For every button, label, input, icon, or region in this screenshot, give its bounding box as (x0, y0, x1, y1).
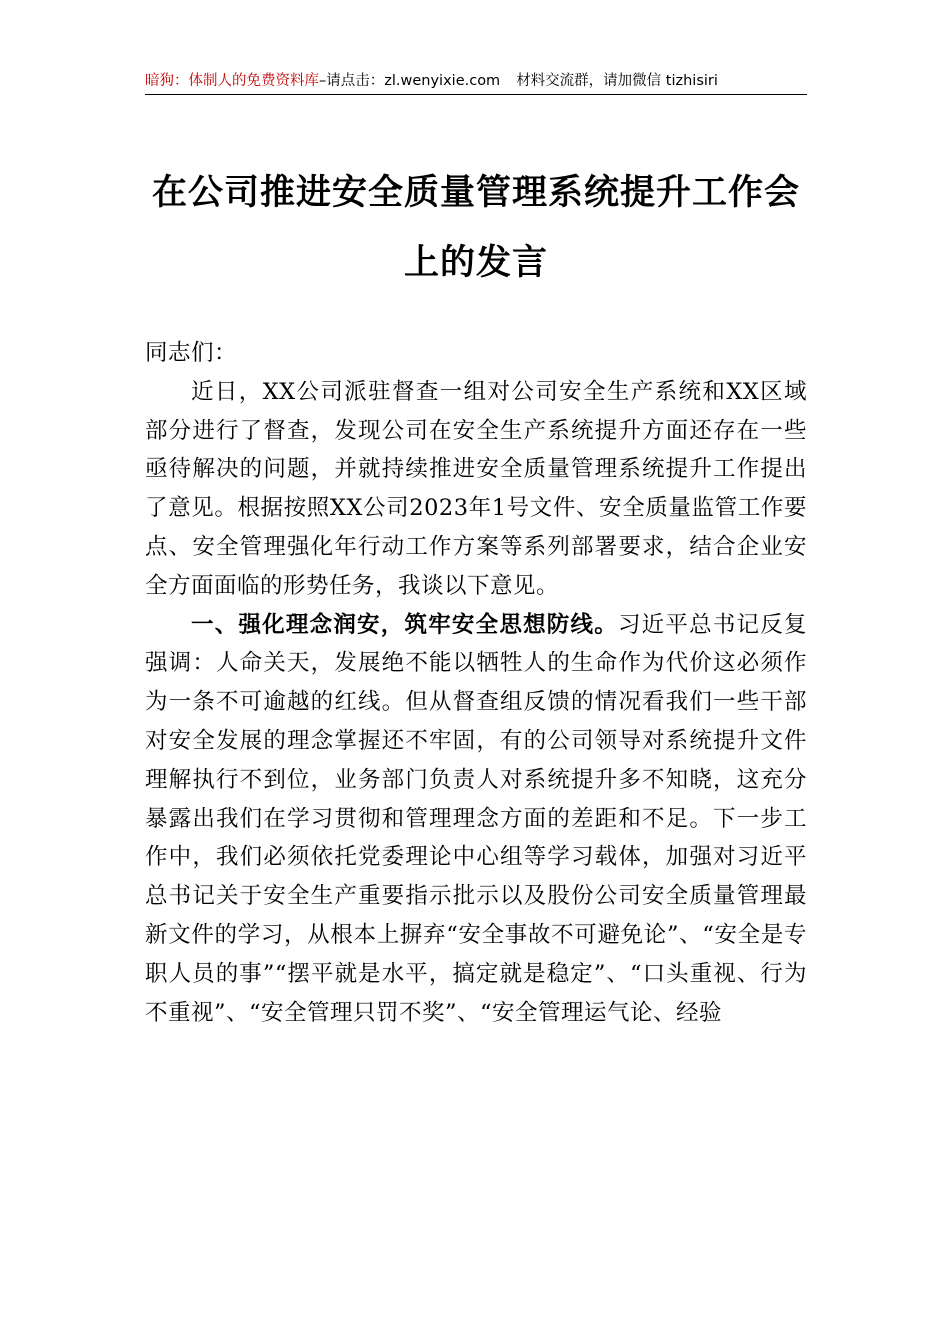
section-1-paragraph (145, 606, 807, 1033)
header-brand: 暗狗：体制人的免费资料库 (145, 73, 319, 89)
title-line-1: 在公司推进安全质量管理系统提升工作会 (151, 172, 800, 213)
header-contact: 材料交流群，请加微信 tizhisiri (516, 73, 718, 89)
document-title (145, 158, 807, 298)
document-body (145, 334, 807, 1032)
section-1-body: 习近平总书记反复强调：人命关天，发展绝不能以牺牲人的生命作为代价这必须作为一条不可逾越的红线。但从督查组反馈的情况看我们一些干部对安全发展的理念掌握还不牢固，有的公司领导对系统提升文件理解执行不到位，业务部门负责人对系统提升多不知晓，这充分暴露出我们在学习贯彻和管理理念方面的差距和不足。下一步工作中，我们必须依托党委理论中心组等学习载体，加强对习近平总书记关于安全生产重要指示批示以及股份公司安全质量管理最新文件的学习，从根本上摒弃“安全事故不可避免论”、“安全是专职人员的事”“摆平就是水平，搞定就是稳定”、“口头重视、行为不重视”、“安全管理只罚不奖”、“安全管理运气论、经验 (145, 611, 807, 1026)
salutation: 同志们： (145, 340, 238, 366)
title-line-2: 上的发言 (403, 242, 548, 283)
section-1-heading: 一、强化理念润安，筑牢安全思想防线。 (191, 611, 618, 638)
header-link-prefix: –请点击： (319, 73, 385, 89)
header-link[interactable]: zl.wenyixie.com (384, 73, 501, 89)
intro-paragraph: 近日，XX公司派驻督查一组对公司安全生产系统和XX区域部分进行了督查，发现公司在安全生产系统提升方面还存在一些亟待解决的问题，并就持续推进安全质量管理系统提升工作提出了意见。根据按照XX公司2023年1号文件、安全质量监管工作要点、安全管理强化年行动工作方案等系列部署要求，结合企业安全方面面临的形势任务，我谈以下意见。 (145, 378, 807, 599)
page-header (145, 70, 807, 95)
